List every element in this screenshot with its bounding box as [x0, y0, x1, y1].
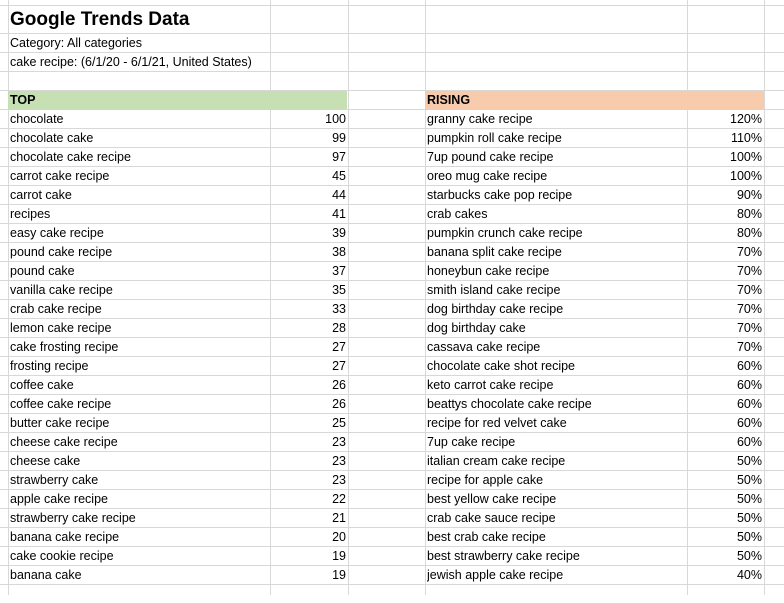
rising-value-cell[interactable]: 100%	[730, 169, 762, 183]
top-value-cell[interactable]: 45	[332, 169, 346, 183]
top-term-cell[interactable]: cheese cake recipe	[10, 435, 118, 449]
rising-value-cell[interactable]: 110%	[730, 131, 762, 145]
top-value-cell[interactable]: 21	[332, 511, 346, 525]
top-value-cell[interactable]: 33	[332, 302, 346, 316]
top-term-cell[interactable]: coffee cake recipe	[10, 397, 112, 411]
top-value-cell[interactable]: 19	[332, 549, 346, 563]
rising-term-cell[interactable]: beattys chocolate cake recipe	[427, 397, 592, 411]
rising-value-cell[interactable]: 50%	[736, 549, 762, 563]
rising-value-cell[interactable]: 60%	[736, 416, 762, 430]
rising-term-cell[interactable]: recipe for apple cake	[427, 473, 544, 487]
rising-value-cell[interactable]: 120%	[730, 112, 762, 126]
top-value-cell[interactable]: 99	[332, 131, 346, 145]
rising-term-cell[interactable]: smith island cake recipe	[427, 283, 561, 297]
rising-value-cell[interactable]: 60%	[736, 435, 762, 449]
top-value-cell[interactable]: 27	[332, 359, 346, 373]
top-term-cell[interactable]: cake frosting recipe	[10, 340, 119, 354]
rising-value-cell[interactable]: 50%	[736, 454, 762, 468]
top-value-cell[interactable]: 100	[325, 112, 346, 126]
top-term-cell[interactable]: carrot cake recipe	[10, 169, 110, 183]
top-term-cell[interactable]: strawberry cake recipe	[10, 511, 136, 525]
top-term-cell[interactable]: chocolate cake recipe	[10, 150, 131, 164]
rising-term-cell[interactable]: jewish apple cake recipe	[427, 568, 564, 582]
query-info-label[interactable]: cake recipe: (6/1/20 - 6/1/21, United States)	[10, 55, 252, 69]
top-value-cell[interactable]: 28	[332, 321, 346, 335]
top-term-cell[interactable]: pound cake recipe	[10, 245, 113, 259]
top-value-cell[interactable]: 26	[332, 378, 346, 392]
rising-term-cell[interactable]: best strawberry cake recipe	[427, 549, 580, 563]
top-term-cell[interactable]: frosting recipe	[10, 359, 89, 373]
column-gridline	[687, 0, 688, 595]
top-value-cell[interactable]: 27	[332, 340, 346, 354]
rising-term-cell[interactable]: crab cakes	[427, 207, 488, 221]
rising-value-cell[interactable]: 60%	[736, 397, 762, 411]
rising-term-cell[interactable]: best crab cake recipe	[427, 530, 546, 544]
top-value-cell[interactable]: 35	[332, 283, 346, 297]
rising-value-cell[interactable]: 70%	[736, 245, 762, 259]
top-value-cell[interactable]: 23	[332, 435, 346, 449]
rising-header[interactable]: RISING	[425, 91, 764, 110]
column-gridline	[764, 0, 765, 595]
column-gridline	[348, 0, 349, 595]
rising-value-cell[interactable]: 100%	[730, 150, 762, 164]
column-gridline	[270, 0, 271, 595]
top-term-cell[interactable]: chocolate	[10, 112, 64, 126]
rising-term-cell[interactable]: pumpkin crunch cake recipe	[427, 226, 583, 240]
rising-value-cell[interactable]: 80%	[736, 207, 762, 221]
rising-term-cell[interactable]: pumpkin roll cake recipe	[427, 131, 562, 145]
top-value-cell[interactable]: 44	[332, 188, 346, 202]
rising-value-cell[interactable]: 70%	[736, 321, 762, 335]
top-term-cell[interactable]: strawberry cake	[10, 473, 99, 487]
column-gridline	[425, 0, 426, 595]
top-value-cell[interactable]: 38	[332, 245, 346, 259]
category-label[interactable]: Category: All categories	[10, 36, 143, 50]
rising-term-cell[interactable]: 7up pound cake recipe	[427, 150, 554, 164]
rising-value-cell[interactable]: 50%	[736, 530, 762, 544]
top-value-cell[interactable]: 41	[332, 207, 346, 221]
rising-term-cell[interactable]: banana split cake recipe	[427, 245, 562, 259]
top-term-cell[interactable]: pound cake	[10, 264, 75, 278]
column-gridline	[8, 0, 9, 595]
top-term-cell[interactable]: banana cake	[10, 568, 82, 582]
rising-value-cell[interactable]: 70%	[736, 302, 762, 316]
top-value-cell[interactable]: 37	[332, 264, 346, 278]
top-term-cell[interactable]: easy cake recipe	[10, 226, 104, 240]
top-term-cell[interactable]: chocolate cake	[10, 131, 94, 145]
rising-value-cell[interactable]: 50%	[736, 511, 762, 525]
rising-value-cell[interactable]: 90%	[736, 188, 762, 202]
rising-value-cell[interactable]: 50%	[736, 473, 762, 487]
rising-term-cell[interactable]: oreo mug cake recipe	[427, 169, 548, 183]
rising-value-cell[interactable]: 50%	[736, 492, 762, 506]
rising-term-cell[interactable]: cassava cake recipe	[427, 340, 541, 354]
top-term-cell[interactable]: lemon cake recipe	[10, 321, 112, 335]
rising-term-cell[interactable]: keto carrot cake recipe	[427, 378, 554, 392]
rising-term-cell[interactable]: chocolate cake shot recipe	[427, 359, 576, 373]
top-value-cell[interactable]: 23	[332, 473, 346, 487]
rising-term-cell[interactable]: best yellow cake recipe	[427, 492, 557, 506]
rising-term-cell[interactable]: crab cake sauce recipe	[427, 511, 556, 525]
top-term-cell[interactable]: apple cake recipe	[10, 492, 108, 506]
row-gridline	[0, 5, 784, 6]
rising-term-cell[interactable]: dog birthday cake	[427, 321, 526, 335]
rising-value-cell[interactable]: 70%	[736, 283, 762, 297]
top-value-cell[interactable]: 20	[332, 530, 346, 544]
rising-term-cell[interactable]: dog birthday cake recipe	[427, 302, 564, 316]
rising-term-cell[interactable]: granny cake recipe	[427, 112, 533, 126]
top-term-cell[interactable]: vanilla cake recipe	[10, 283, 113, 297]
rising-term-cell[interactable]: 7up cake recipe	[427, 435, 516, 449]
top-term-cell[interactable]: cake cookie recipe	[10, 549, 114, 563]
top-header[interactable]: TOP	[8, 91, 347, 110]
rising-value-cell[interactable]: 70%	[736, 264, 762, 278]
rising-value-cell[interactable]: 40%	[736, 568, 762, 582]
rising-value-cell[interactable]: 70%	[736, 340, 762, 354]
rising-value-cell[interactable]: 60%	[736, 359, 762, 373]
rising-term-cell[interactable]: recipe for red velvet cake	[427, 416, 567, 430]
top-value-cell[interactable]: 97	[332, 150, 346, 164]
top-term-cell[interactable]: carrot cake	[10, 188, 72, 202]
rising-value-cell[interactable]: 80%	[736, 226, 762, 240]
rising-value-cell[interactable]: 60%	[736, 378, 762, 392]
rising-term-cell[interactable]: italian cream cake recipe	[427, 454, 566, 468]
top-value-cell[interactable]: 19	[332, 568, 346, 582]
top-value-cell[interactable]: 25	[332, 416, 346, 430]
top-value-cell[interactable]: 22	[332, 492, 346, 506]
sheet-title[interactable]: Google Trends Data	[10, 9, 190, 30]
top-value-cell[interactable]: 26	[332, 397, 346, 411]
rising-term-cell[interactable]: starbucks cake pop recipe	[427, 188, 573, 202]
top-term-cell[interactable]: butter cake recipe	[10, 416, 110, 430]
rising-term-cell[interactable]: honeybun cake recipe	[427, 264, 550, 278]
top-term-cell[interactable]: coffee cake	[10, 378, 74, 392]
top-value-cell[interactable]: 39	[332, 226, 346, 240]
top-term-cell[interactable]: cheese cake	[10, 454, 81, 468]
top-term-cell[interactable]: banana cake recipe	[10, 530, 120, 544]
top-term-cell[interactable]: recipes	[10, 207, 51, 221]
top-term-cell[interactable]: crab cake recipe	[10, 302, 102, 316]
top-value-cell[interactable]: 23	[332, 454, 346, 468]
